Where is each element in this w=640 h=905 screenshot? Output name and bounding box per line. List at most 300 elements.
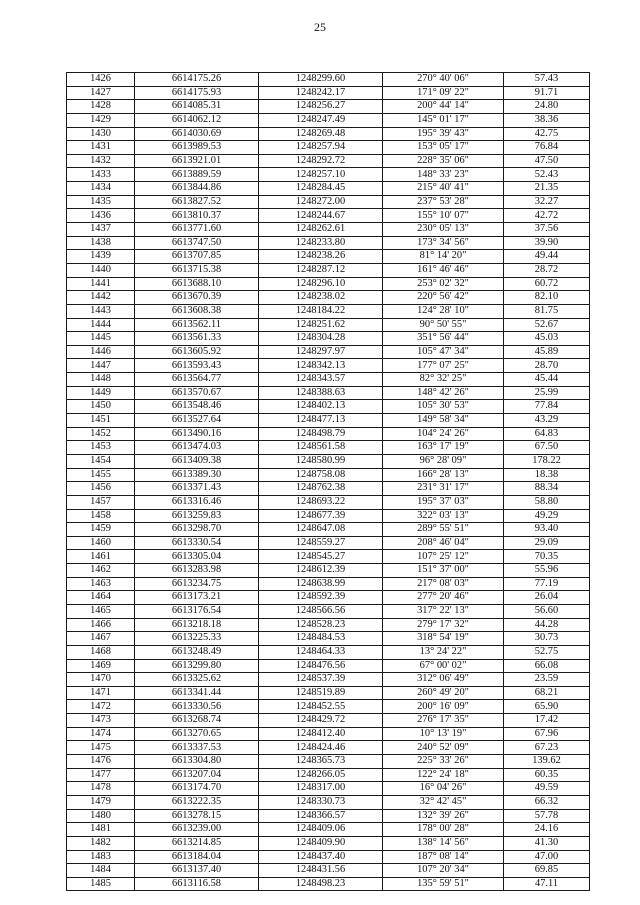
y-coordinate-cell: 1248437.40 [259,850,383,864]
distance-cell: 43.29 [504,414,590,428]
point-number-cell: 1428 [67,100,135,114]
x-coordinate-cell: 6613810.37 [135,209,259,223]
direction-angle-cell: 149° 58' 34" [383,414,504,428]
x-coordinate-cell: 6613371.43 [135,482,259,496]
x-coordinate-cell: 6613304.80 [135,755,259,769]
x-coordinate-cell: 6613248.49 [135,645,259,659]
point-number-cell: 1465 [67,604,135,618]
direction-angle-cell: 231° 31' 17" [383,482,504,496]
distance-cell: 57.78 [504,809,590,823]
y-coordinate-cell: 1248342.13 [259,359,383,373]
y-coordinate-cell: 1248477.13 [259,414,383,428]
x-coordinate-cell: 6613325.62 [135,673,259,687]
distance-cell: 68.21 [504,686,590,700]
x-coordinate-cell: 6613174.70 [135,782,259,796]
direction-angle-cell: 163° 17' 19" [383,441,504,455]
direction-angle-cell: 132° 39' 26" [383,809,504,823]
y-coordinate-cell: 1248545.27 [259,550,383,564]
point-number-cell: 1478 [67,782,135,796]
point-number-cell: 1445 [67,332,135,346]
x-coordinate-cell: 6613548.46 [135,400,259,414]
point-number-cell: 1438 [67,236,135,250]
direction-angle-cell: 13° 24' 22" [383,645,504,659]
x-coordinate-cell: 6613608.38 [135,304,259,318]
x-coordinate-cell: 6613207.04 [135,768,259,782]
x-coordinate-cell: 6613707.85 [135,250,259,264]
page-number: 25 [314,20,326,34]
y-coordinate-cell: 1248284.45 [259,182,383,196]
distance-cell: 178.22 [504,454,590,468]
y-coordinate-cell: 1248233.80 [259,236,383,250]
distance-cell: 45.44 [504,373,590,387]
table-row [67,782,590,796]
x-coordinate-cell: 6613921.01 [135,154,259,168]
distance-cell: 82.10 [504,291,590,305]
distance-cell: 139.62 [504,755,590,769]
table-row [67,836,590,850]
direction-angle-cell: 217° 08' 03" [383,577,504,591]
direction-angle-cell: 145° 01' 17" [383,113,504,127]
direction-angle-cell: 32° 42' 45" [383,795,504,809]
y-coordinate-cell: 1248528.23 [259,618,383,632]
direction-angle-cell: 260° 49' 20" [383,686,504,700]
y-coordinate-cell: 1248262.61 [259,223,383,237]
distance-cell: 67.50 [504,441,590,455]
distance-cell: 47.50 [504,154,590,168]
table-row [67,795,590,809]
table-row [67,141,590,155]
x-coordinate-cell: 6613316.46 [135,495,259,509]
distance-cell: 81.75 [504,304,590,318]
point-number-cell: 1439 [67,250,135,264]
distance-cell: 24.16 [504,823,590,837]
direction-angle-cell: 230° 05' 13" [383,223,504,237]
point-number-cell: 1427 [67,86,135,100]
y-coordinate-cell: 1248257.10 [259,168,383,182]
x-coordinate-cell: 6613337.53 [135,741,259,755]
x-coordinate-cell: 6614175.26 [135,73,259,87]
table-row [67,263,590,277]
table-row [67,645,590,659]
x-coordinate-cell: 6614062.12 [135,113,259,127]
distance-cell: 28.70 [504,359,590,373]
table-row [67,741,590,755]
direction-angle-cell: 177° 07' 25" [383,359,504,373]
y-coordinate-cell: 1248519.89 [259,686,383,700]
x-coordinate-cell: 6613827.52 [135,195,259,209]
point-number-cell: 1440 [67,263,135,277]
table-row [67,73,590,87]
y-coordinate-cell: 1248242.17 [259,86,383,100]
table-row [67,127,590,141]
distance-cell: 39.90 [504,236,590,250]
x-coordinate-cell: 6613527.64 [135,414,259,428]
x-coordinate-cell: 6614085.31 [135,100,259,114]
point-number-cell: 1462 [67,564,135,578]
point-number-cell: 1463 [67,577,135,591]
point-number-cell: 1485 [67,877,135,891]
table-row [67,604,590,618]
point-number-cell: 1432 [67,154,135,168]
x-coordinate-cell: 6613239.00 [135,823,259,837]
point-number-cell: 1447 [67,359,135,373]
table-row [67,454,590,468]
point-number-cell: 1458 [67,509,135,523]
direction-angle-cell: 90° 50' 55" [383,318,504,332]
table-row [67,618,590,632]
point-number-cell: 1468 [67,645,135,659]
distance-cell: 67.23 [504,741,590,755]
y-coordinate-cell: 1248238.26 [259,250,383,264]
point-number-cell: 1456 [67,482,135,496]
x-coordinate-cell: 6613989.53 [135,141,259,155]
distance-cell: 45.03 [504,332,590,346]
direction-angle-cell: 277° 20' 46" [383,591,504,605]
point-number-cell: 1466 [67,618,135,632]
y-coordinate-cell: 1248272.00 [259,195,383,209]
table-row [67,359,590,373]
point-number-cell: 1482 [67,836,135,850]
point-number-cell: 1446 [67,345,135,359]
direction-angle-cell: 178° 00' 28" [383,823,504,837]
distance-cell: 30.73 [504,632,590,646]
direction-angle-cell: 322° 03' 13" [383,509,504,523]
x-coordinate-cell: 6613222.35 [135,795,259,809]
distance-cell: 66.32 [504,795,590,809]
y-coordinate-cell: 1248402.13 [259,400,383,414]
y-coordinate-cell: 1248297.97 [259,345,383,359]
table-row [67,182,590,196]
table-row [67,877,590,891]
table-row [67,686,590,700]
direction-angle-cell: 104° 24' 26" [383,427,504,441]
distance-cell: 18.38 [504,468,590,482]
distance-cell: 52.75 [504,645,590,659]
y-coordinate-cell: 1248484.53 [259,632,383,646]
table-row [67,414,590,428]
point-number-cell: 1437 [67,223,135,237]
direction-angle-cell: 208° 46' 04" [383,536,504,550]
y-coordinate-cell: 1248299.60 [259,73,383,87]
point-number-cell: 1433 [67,168,135,182]
table-row [67,236,590,250]
y-coordinate-cell: 1248317.00 [259,782,383,796]
direction-angle-cell: 81° 14' 20" [383,250,504,264]
table-row [67,536,590,550]
direction-angle-cell: 166° 28' 13" [383,468,504,482]
distance-cell: 56.60 [504,604,590,618]
point-number-cell: 1443 [67,304,135,318]
point-number-cell: 1470 [67,673,135,687]
direction-angle-cell: 105° 30' 53" [383,400,504,414]
y-coordinate-cell: 1248412.40 [259,727,383,741]
y-coordinate-cell: 1248287.12 [259,263,383,277]
point-number-cell: 1469 [67,659,135,673]
distance-cell: 28.72 [504,263,590,277]
table-row [67,850,590,864]
x-coordinate-cell: 6613688.10 [135,277,259,291]
point-number-cell: 1472 [67,700,135,714]
distance-cell: 24.80 [504,100,590,114]
x-coordinate-cell: 6613305.04 [135,550,259,564]
distance-cell: 60.72 [504,277,590,291]
point-number-cell: 1435 [67,195,135,209]
table-row [67,291,590,305]
y-coordinate-cell: 1248266.05 [259,768,383,782]
point-number-cell: 1450 [67,400,135,414]
table-row [67,591,590,605]
y-coordinate-cell: 1248256.27 [259,100,383,114]
direction-angle-cell: 289° 55' 51" [383,523,504,537]
y-coordinate-cell: 1248498.23 [259,877,383,891]
point-number-cell: 1480 [67,809,135,823]
x-coordinate-cell: 6613474.03 [135,441,259,455]
point-number-cell: 1475 [67,741,135,755]
direction-angle-cell: 228° 35' 06" [383,154,504,168]
distance-cell: 49.29 [504,509,590,523]
table-row [67,509,590,523]
table-row [67,823,590,837]
distance-cell: 60.35 [504,768,590,782]
y-coordinate-cell: 1248296.10 [259,277,383,291]
y-coordinate-cell: 1248238.02 [259,291,383,305]
table-row [67,673,590,687]
y-coordinate-cell: 1248429.72 [259,714,383,728]
x-coordinate-cell: 6613562.11 [135,318,259,332]
table-row [67,659,590,673]
x-coordinate-cell: 6613747.50 [135,236,259,250]
y-coordinate-cell: 1248388.63 [259,386,383,400]
y-coordinate-cell: 1248251.62 [259,318,383,332]
table-row [67,373,590,387]
distance-cell: 29.09 [504,536,590,550]
table-row [67,700,590,714]
y-coordinate-cell: 1248566.56 [259,604,383,618]
table-row [67,714,590,728]
direction-angle-cell: 124° 28' 10" [383,304,504,318]
y-coordinate-cell: 1248257.94 [259,141,383,155]
x-coordinate-cell: 6613268.74 [135,714,259,728]
table-row [67,577,590,591]
table-row [67,727,590,741]
distance-cell: 65.90 [504,700,590,714]
direction-angle-cell: 107° 20' 34" [383,864,504,878]
distance-cell: 32.27 [504,195,590,209]
y-coordinate-cell: 1248409.90 [259,836,383,850]
table-row [67,441,590,455]
direction-angle-cell: 67° 00' 02" [383,659,504,673]
point-number-cell: 1448 [67,373,135,387]
direction-angle-cell: 155° 10' 07" [383,209,504,223]
distance-cell: 93.40 [504,523,590,537]
x-coordinate-cell: 6613593.43 [135,359,259,373]
point-number-cell: 1441 [67,277,135,291]
direction-angle-cell: 187° 08' 14" [383,850,504,864]
y-coordinate-cell: 1248464.33 [259,645,383,659]
point-number-cell: 1457 [67,495,135,509]
direction-angle-cell: 200° 16' 09" [383,700,504,714]
direction-angle-cell: 151° 37' 00" [383,564,504,578]
distance-cell: 37.56 [504,223,590,237]
y-coordinate-cell: 1248580.99 [259,454,383,468]
point-number-cell: 1471 [67,686,135,700]
y-coordinate-cell: 1248184.22 [259,304,383,318]
point-number-cell: 1455 [67,468,135,482]
x-coordinate-cell: 6613670.39 [135,291,259,305]
y-coordinate-cell: 1248612.39 [259,564,383,578]
point-number-cell: 1483 [67,850,135,864]
x-coordinate-cell: 6613299.80 [135,659,259,673]
direction-angle-cell: 237° 53' 28" [383,195,504,209]
table-row [67,304,590,318]
point-number-cell: 1467 [67,632,135,646]
table-row [67,386,590,400]
point-number-cell: 1473 [67,714,135,728]
distance-cell: 66.08 [504,659,590,673]
point-number-cell: 1442 [67,291,135,305]
table-row [67,345,590,359]
point-number-cell: 1464 [67,591,135,605]
direction-angle-cell: 122° 24' 18" [383,768,504,782]
y-coordinate-cell: 1248559.27 [259,536,383,550]
y-coordinate-cell: 1248247.49 [259,113,383,127]
direction-angle-cell: 10° 13' 19" [383,727,504,741]
x-coordinate-cell: 6614030.69 [135,127,259,141]
direction-angle-cell: 82° 32' 25" [383,373,504,387]
distance-cell: 42.72 [504,209,590,223]
table-row [67,113,590,127]
x-coordinate-cell: 6613278.15 [135,809,259,823]
table-row [67,86,590,100]
point-number-cell: 1454 [67,454,135,468]
y-coordinate-cell: 1248592.39 [259,591,383,605]
direction-angle-cell: 317° 22' 13" [383,604,504,618]
table-row [67,400,590,414]
distance-cell: 47.00 [504,850,590,864]
table-row [67,755,590,769]
x-coordinate-cell: 6613605.92 [135,345,259,359]
direction-angle-cell: 171° 09' 22" [383,86,504,100]
distance-cell: 41.30 [504,836,590,850]
table-row [67,427,590,441]
distance-cell: 52.43 [504,168,590,182]
point-number-cell: 1476 [67,755,135,769]
table-row [67,809,590,823]
table-row [67,318,590,332]
distance-cell: 26.04 [504,591,590,605]
table-row [67,277,590,291]
direction-angle-cell: 161° 46' 46" [383,263,504,277]
x-coordinate-cell: 6613283.98 [135,564,259,578]
x-coordinate-cell: 6613330.54 [135,536,259,550]
y-coordinate-cell: 1248476.56 [259,659,383,673]
direction-angle-cell: 270° 40' 06" [383,73,504,87]
y-coordinate-cell: 1248638.99 [259,577,383,591]
distance-cell: 58.80 [504,495,590,509]
table-row [67,195,590,209]
table-row [67,468,590,482]
y-coordinate-cell: 1248498.79 [259,427,383,441]
point-number-cell: 1452 [67,427,135,441]
point-number-cell: 1461 [67,550,135,564]
table-row [67,632,590,646]
direction-angle-cell: 16° 04' 26" [383,782,504,796]
x-coordinate-cell: 6613715.38 [135,263,259,277]
x-coordinate-cell: 6613176.54 [135,604,259,618]
table-row [67,482,590,496]
point-number-cell: 1474 [67,727,135,741]
y-coordinate-cell: 1248343.57 [259,373,383,387]
x-coordinate-cell: 6613234.75 [135,577,259,591]
distance-cell: 49.44 [504,250,590,264]
direction-angle-cell: 148° 42' 26" [383,386,504,400]
distance-cell: 47.11 [504,877,590,891]
y-coordinate-cell: 1248304.28 [259,332,383,346]
direction-angle-cell: 96° 28' 09" [383,454,504,468]
point-number-cell: 1431 [67,141,135,155]
direction-angle-cell: 200° 44' 14" [383,100,504,114]
y-coordinate-cell: 1248647.08 [259,523,383,537]
distance-cell: 49.59 [504,782,590,796]
table-row [67,523,590,537]
y-coordinate-cell: 1248758.08 [259,468,383,482]
point-number-cell: 1430 [67,127,135,141]
x-coordinate-cell: 6613259.83 [135,509,259,523]
y-coordinate-cell: 1248409.06 [259,823,383,837]
point-number-cell: 1449 [67,386,135,400]
table-row [67,495,590,509]
coordinates-table [66,72,590,891]
x-coordinate-cell: 6613564.77 [135,373,259,387]
direction-angle-cell: 318° 54' 19" [383,632,504,646]
point-number-cell: 1451 [67,414,135,428]
direction-angle-cell: 105° 47' 34" [383,345,504,359]
point-number-cell: 1436 [67,209,135,223]
distance-cell: 77.19 [504,577,590,591]
direction-angle-cell: 107° 25' 12" [383,550,504,564]
x-coordinate-cell: 6613490.16 [135,427,259,441]
table-row [67,100,590,114]
table-row [67,223,590,237]
table-row [67,250,590,264]
coordinates-table-body [67,73,590,891]
point-number-cell: 1434 [67,182,135,196]
x-coordinate-cell: 6613889.59 [135,168,259,182]
y-coordinate-cell: 1248537.39 [259,673,383,687]
x-coordinate-cell: 6613218.18 [135,618,259,632]
table-row [67,154,590,168]
direction-angle-cell: 351° 56' 44" [383,332,504,346]
distance-cell: 42.75 [504,127,590,141]
y-coordinate-cell: 1248431.56 [259,864,383,878]
y-coordinate-cell: 1248269.48 [259,127,383,141]
y-coordinate-cell: 1248424.46 [259,741,383,755]
direction-angle-cell: 173° 34' 56" [383,236,504,250]
y-coordinate-cell: 1248244.67 [259,209,383,223]
x-coordinate-cell: 6613214.85 [135,836,259,850]
direction-angle-cell: 153° 05' 17" [383,141,504,155]
x-coordinate-cell: 6613137.40 [135,864,259,878]
x-coordinate-cell: 6613184.04 [135,850,259,864]
point-number-cell: 1459 [67,523,135,537]
distance-cell: 57.43 [504,73,590,87]
table-row [67,168,590,182]
y-coordinate-cell: 1248693.22 [259,495,383,509]
distance-cell: 67.96 [504,727,590,741]
distance-cell: 77.84 [504,400,590,414]
table-row [67,209,590,223]
point-number-cell: 1484 [67,864,135,878]
